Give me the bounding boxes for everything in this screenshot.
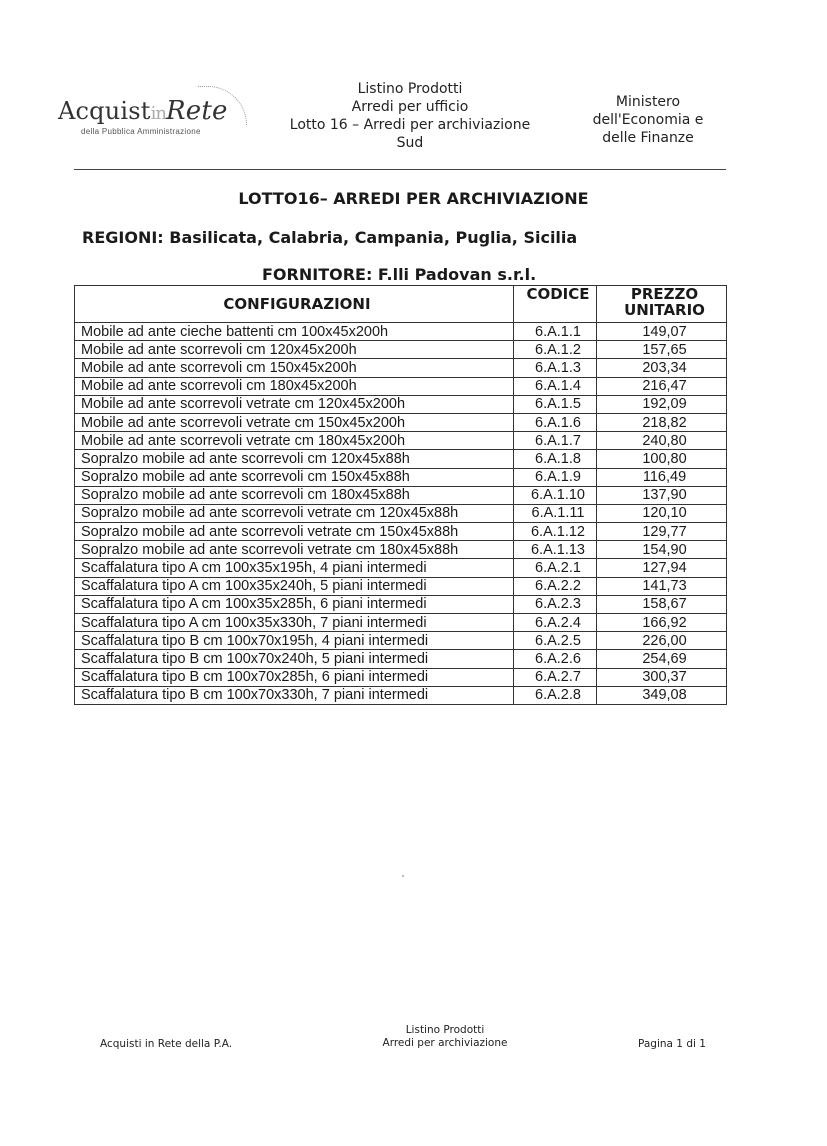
cell-configurazione: Mobile ad ante scorrevoli cm 150x45x200h [75,359,514,377]
cell-prezzo: 218,82 [597,413,727,431]
cell-codice: 6.A.1.9 [514,468,597,486]
footer-left: Acquisti in Rete della P.A. [100,1038,233,1050]
column-header-prezzo-line2: UNITARIO [624,301,705,319]
cell-configurazione: Mobile ad ante cieche battenti cm 100x45x200h [75,323,514,341]
cell-prezzo: 127,94 [597,559,727,577]
cell-configurazione: Scaffalatura tipo A cm 100x35x240h, 5 piani intermedi [75,577,514,595]
table-header-row [75,286,727,323]
table-row [75,559,727,577]
table-row [75,341,727,359]
cell-prezzo: 137,90 [597,486,727,504]
cell-codice: 6.A.1.12 [514,523,597,541]
cell-configurazione: Scaffalatura tipo B cm 100x70x195h, 4 piani intermedi [75,632,514,650]
scan-speck [402,875,404,877]
header-divider [74,169,726,170]
cell-prezzo: 149,07 [597,323,727,341]
header-ministry-block [568,93,728,147]
cell-codice: 6.A.1.4 [514,377,597,395]
cell-prezzo: 254,69 [597,650,727,668]
cell-prezzo: 349,08 [597,686,727,704]
cell-codice: 6.A.1.3 [514,359,597,377]
header-center-line: Listino Prodotti [357,81,463,97]
cell-prezzo: 129,77 [597,523,727,541]
regions-line: REGIONI: Basilicata, Calabria, Campania, Puglia, Sicilia [82,228,578,247]
table-row [75,468,727,486]
table-row [75,323,727,341]
table-row [75,650,727,668]
cell-codice: 6.A.1.5 [514,395,597,413]
cell-prezzo: 203,34 [597,359,727,377]
cell-codice: 6.A.2.4 [514,614,597,632]
footer-center-line2: Arredi per archiviazione [382,1037,508,1049]
cell-codice: 6.A.2.5 [514,632,597,650]
cell-configurazione: Scaffalatura tipo A cm 100x35x285h, 6 piani intermedi [75,595,514,613]
footer-page-number: Pagina 1 di 1 [638,1038,706,1050]
footer-center [340,1024,550,1050]
header-center-line: Arredi per ufficio [351,99,469,115]
header-right-line: dell'Economia e [592,112,704,128]
logo-word-in: in [150,103,166,124]
supplier-line: FORNITORE: F.lli Padovan s.r.l. [262,265,537,284]
document-title: LOTTO16– ARREDI PER ARCHIVIAZIONE [238,189,589,208]
header-center-block [270,80,550,152]
cell-codice: 6.A.1.13 [514,541,597,559]
cell-codice: 6.A.1.11 [514,504,597,522]
cell-prezzo: 116,49 [597,468,727,486]
footer-center-line1: Listino Prodotti [405,1024,485,1036]
cell-configurazione: Mobile ad ante scorrevoli cm 180x45x200h [75,377,514,395]
table-row [75,614,727,632]
cell-configurazione: Mobile ad ante scorrevoli vetrate cm 180x45x200h [75,432,514,450]
cell-configurazione: Sopralzo mobile ad ante scorrevoli vetrate cm 120x45x88h [75,504,514,522]
cell-configurazione: Scaffalatura tipo A cm 100x35x330h, 7 piani intermedi [75,614,514,632]
cell-prezzo: 300,37 [597,668,727,686]
table-row [75,450,727,468]
table-row [75,668,727,686]
cell-prezzo: 226,00 [597,632,727,650]
table-row [75,504,727,522]
cell-prezzo: 100,80 [597,450,727,468]
acquisti-in-rete-logo [58,96,268,146]
cell-configurazione: Scaffalatura tipo B cm 100x70x330h, 7 piani intermedi [75,686,514,704]
cell-prezzo: 141,73 [597,577,727,595]
column-header-codice: CODICE [514,286,597,323]
cell-configurazione: Scaffalatura tipo B cm 100x70x285h, 6 piani intermedi [75,668,514,686]
cell-codice: 6.A.2.3 [514,595,597,613]
logo-word-rete: Rete [166,96,228,126]
cell-prezzo: 157,65 [597,341,727,359]
cell-codice: 6.A.1.8 [514,450,597,468]
cell-codice: 6.A.2.7 [514,668,597,686]
cell-prezzo: 154,90 [597,541,727,559]
cell-prezzo: 120,10 [597,504,727,522]
cell-configurazione: Sopralzo mobile ad ante scorrevoli cm 120x45x88h [75,450,514,468]
table-row [75,632,727,650]
cell-configurazione: Sopralzo mobile ad ante scorrevoli cm 180x45x88h [75,486,514,504]
cell-codice: 6.A.1.6 [514,413,597,431]
cell-configurazione: Scaffalatura tipo A cm 100x35x195h, 4 piani intermedi [75,559,514,577]
table-row [75,413,727,431]
logo-word-acquisti: Acquist [58,97,151,125]
table-row [75,395,727,413]
cell-codice: 6.A.1.1 [514,323,597,341]
header-right-line: delle Finanze [602,130,694,146]
table-row [75,523,727,541]
table-row [75,686,727,704]
cell-codice: 6.A.2.2 [514,577,597,595]
cell-codice: 6.A.2.1 [514,559,597,577]
column-header-prezzo [597,286,727,323]
table-row [75,541,727,559]
table-row [75,595,727,613]
table-row [75,486,727,504]
cell-configurazione: Sopralzo mobile ad ante scorrevoli cm 150x45x88h [75,468,514,486]
logo-wordmark [58,96,228,126]
table-row [75,577,727,595]
cell-configurazione: Mobile ad ante scorrevoli vetrate cm 150x45x200h [75,413,514,431]
price-table [74,285,727,705]
cell-codice: 6.A.2.6 [514,650,597,668]
header-right-line: Ministero [615,94,681,110]
table-row [75,359,727,377]
cell-configurazione: Sopralzo mobile ad ante scorrevoli vetrate cm 180x45x88h [75,541,514,559]
cell-prezzo: 192,09 [597,395,727,413]
cell-configurazione: Scaffalatura tipo B cm 100x70x240h, 5 piani intermedi [75,650,514,668]
table-row [75,432,727,450]
cell-codice: 6.A.1.7 [514,432,597,450]
header-center-line: Lotto 16 – Arredi per archiviazione [289,117,531,133]
logo-subtitle: della Pubblica Amministrazione [81,127,201,136]
column-header-prezzo-line1: PREZZO [630,285,699,303]
cell-prezzo: 240,80 [597,432,727,450]
cell-prezzo: 158,67 [597,595,727,613]
table-row [75,377,727,395]
cell-codice: 6.A.2.8 [514,686,597,704]
header-center-line: Sud [396,135,424,151]
cell-codice: 6.A.1.2 [514,341,597,359]
column-header-configurazioni: CONFIGURAZIONI [75,286,514,323]
cell-codice: 6.A.1.10 [514,486,597,504]
cell-configurazione: Sopralzo mobile ad ante scorrevoli vetrate cm 150x45x88h [75,523,514,541]
cell-prezzo: 216,47 [597,377,727,395]
cell-prezzo: 166,92 [597,614,727,632]
cell-configurazione: Mobile ad ante scorrevoli vetrate cm 120x45x200h [75,395,514,413]
cell-configurazione: Mobile ad ante scorrevoli cm 120x45x200h [75,341,514,359]
